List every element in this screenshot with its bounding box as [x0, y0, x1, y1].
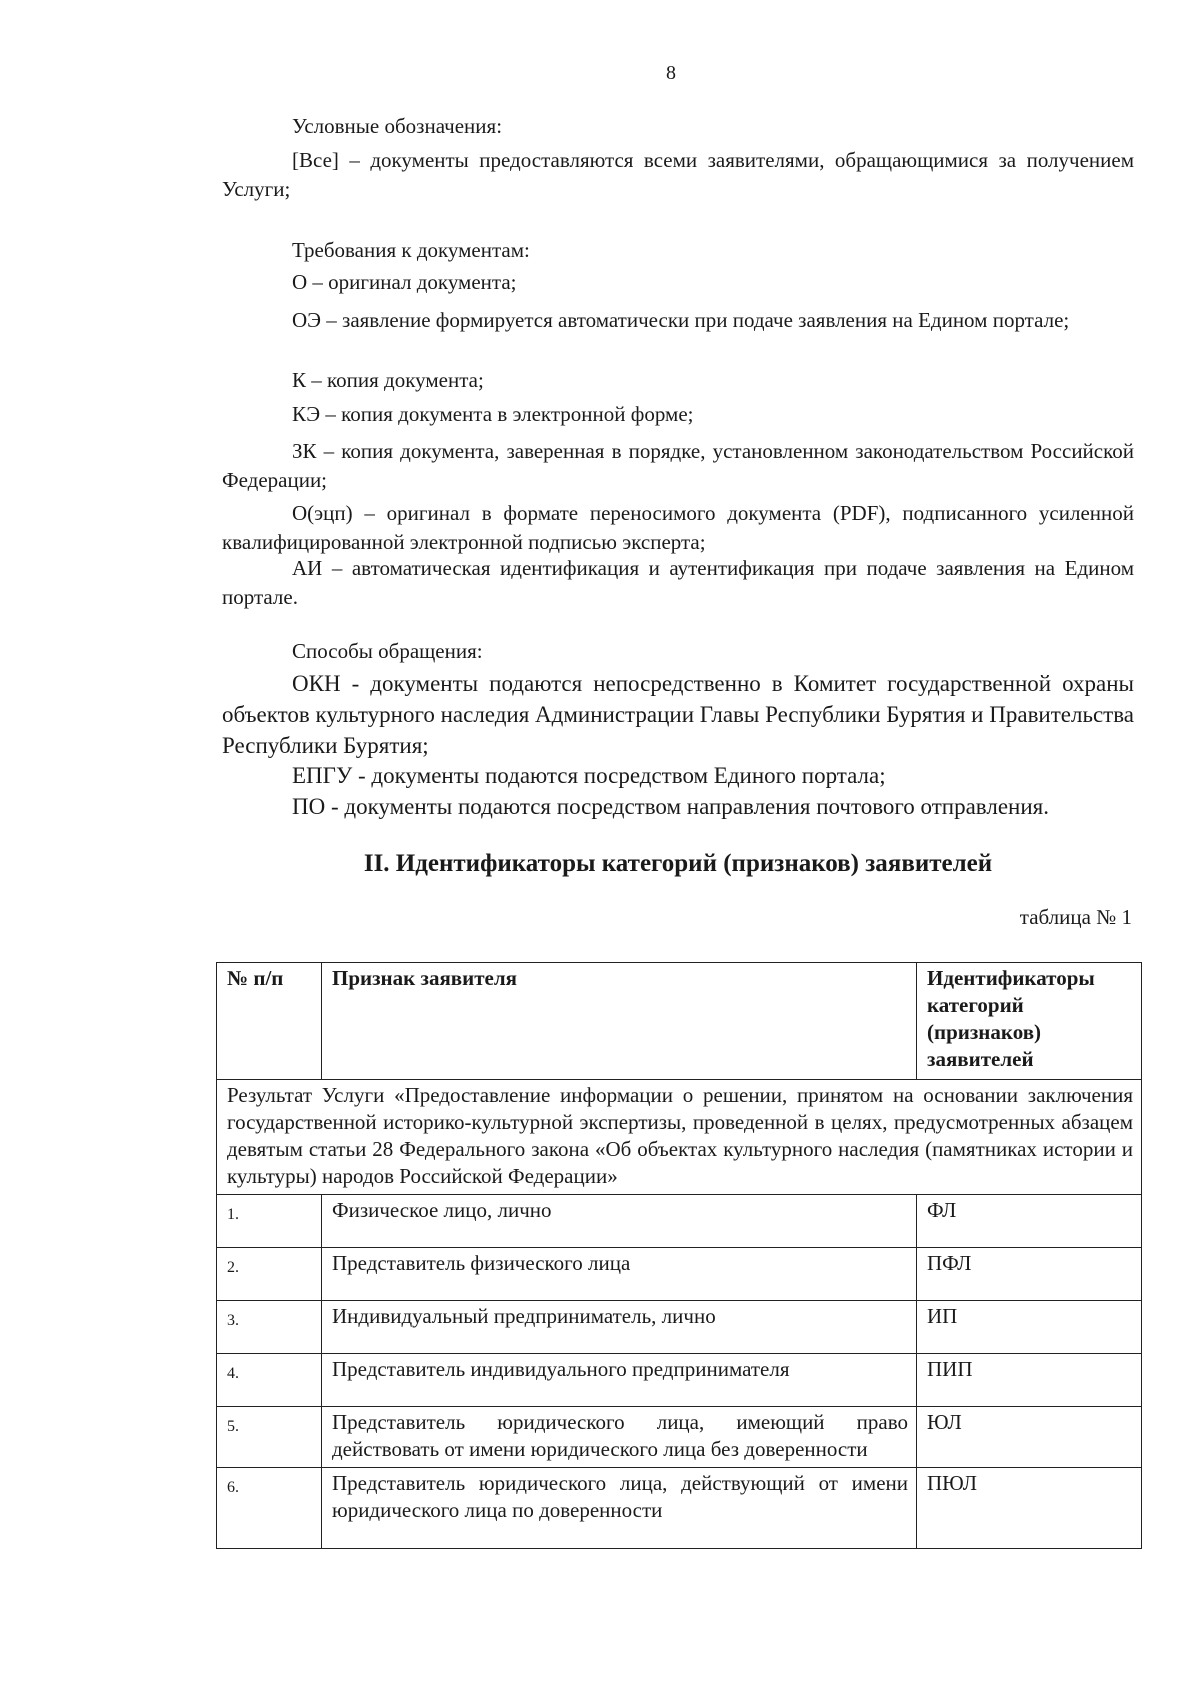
page-number: 8: [666, 62, 676, 84]
row-sign: Представитель юридического лица, действующий от имени юридического лица по доверенности: [322, 1468, 917, 1549]
row-num: 1.: [217, 1195, 322, 1248]
row-num: 3.: [217, 1301, 322, 1354]
method-item: ОКН - документы подаются непосредственно в Комитет государственной охраны объектов культурного наследия Администрации Главы Республики Бурятия и Правительства Республики Бурятия;: [222, 671, 1134, 758]
row-identifier: ПФЛ: [917, 1248, 1142, 1301]
requirement-item: ОЭ – заявление формируется автоматически при подаче заявления на Едином портале;: [292, 308, 1070, 332]
row-sign: Физическое лицо, лично: [322, 1195, 917, 1248]
table-row: [217, 1248, 1142, 1301]
row-identifier: ПИП: [917, 1354, 1142, 1407]
table-header-row: [217, 963, 1142, 1080]
result-row: [217, 1080, 1142, 1195]
row-num: 2.: [217, 1248, 322, 1301]
requirement-item: К – копия документа;: [292, 368, 484, 392]
method-item: ПО - документы подаются посредством направления почтового отправления.: [292, 794, 1050, 819]
requirement-item: ЗК – копия документа, заверенная в порядке, установленном законодательством Российской Федерации;: [222, 439, 1134, 492]
methods-title: Способы обращения:: [292, 639, 483, 663]
legend-title: Условные обозначения:: [292, 114, 503, 138]
section-heading: II. Идентификаторы категорий (признаков) заявителей: [363, 850, 993, 877]
table-row: [217, 1354, 1142, 1407]
row-sign: Представитель юридического лица, имеющий право действовать от имени юридического лица без доверенности: [322, 1407, 917, 1468]
header-num: № п/п: [217, 963, 322, 1080]
method-item: ЕПГУ - документы подаются посредством Единого портала;: [292, 763, 886, 788]
row-num: 5.: [217, 1407, 322, 1468]
header-sign: Признак заявителя: [322, 963, 917, 1080]
table-row: [217, 1407, 1142, 1468]
requirement-item: КЭ – копия документа в электронной форме;: [292, 402, 694, 426]
row-sign: Представитель индивидуального предпринимателя: [322, 1354, 917, 1407]
legend-all-line: [Все] – документы предоставляются всеми заявителями, обращающимися за получением Услуги;: [222, 148, 1134, 201]
row-num: 6.: [217, 1468, 322, 1549]
requirements-title: Требования к документам:: [292, 238, 530, 262]
requirement-item: АИ – автоматическая идентификация и аутентификация при подаче заявления на Едином портале.: [222, 556, 1134, 609]
table-note: таблица № 1: [1019, 905, 1132, 929]
table-row: [217, 1195, 1142, 1248]
table-row: [217, 1468, 1142, 1549]
row-identifier: ПЮЛ: [917, 1468, 1142, 1549]
row-identifier: ФЛ: [917, 1195, 1142, 1248]
row-identifier: ИП: [917, 1301, 1142, 1354]
header-identifier: Идентификаторы категорий (признаков) заявителей: [917, 963, 1142, 1080]
row-sign: Индивидуальный предприниматель, лично: [322, 1301, 917, 1354]
row-sign: Представитель физического лица: [322, 1248, 917, 1301]
applicant-categories-table: [216, 962, 1142, 1549]
requirement-item: О – оригинал документа;: [292, 270, 517, 294]
row-num: 4.: [217, 1354, 322, 1407]
row-identifier: ЮЛ: [917, 1407, 1142, 1468]
requirement-item: О(эцп) – оригинал в формате переносимого документа (PDF), подписанного усиленной квалифицированной электронной подписью эксперта;: [222, 501, 1134, 554]
result-row-text: Результат Услуги «Предоставление информации о решении, принятом на основании заключения государственной историко-культурной экспертизы, проведенной в целях, предусмотренных абзацем девятым статьи 28 Федерального закона «Об объектах культурного наследия (памятниках истории и культуры) народов Российской Федерации»: [217, 1080, 1142, 1195]
table-row: [217, 1301, 1142, 1354]
